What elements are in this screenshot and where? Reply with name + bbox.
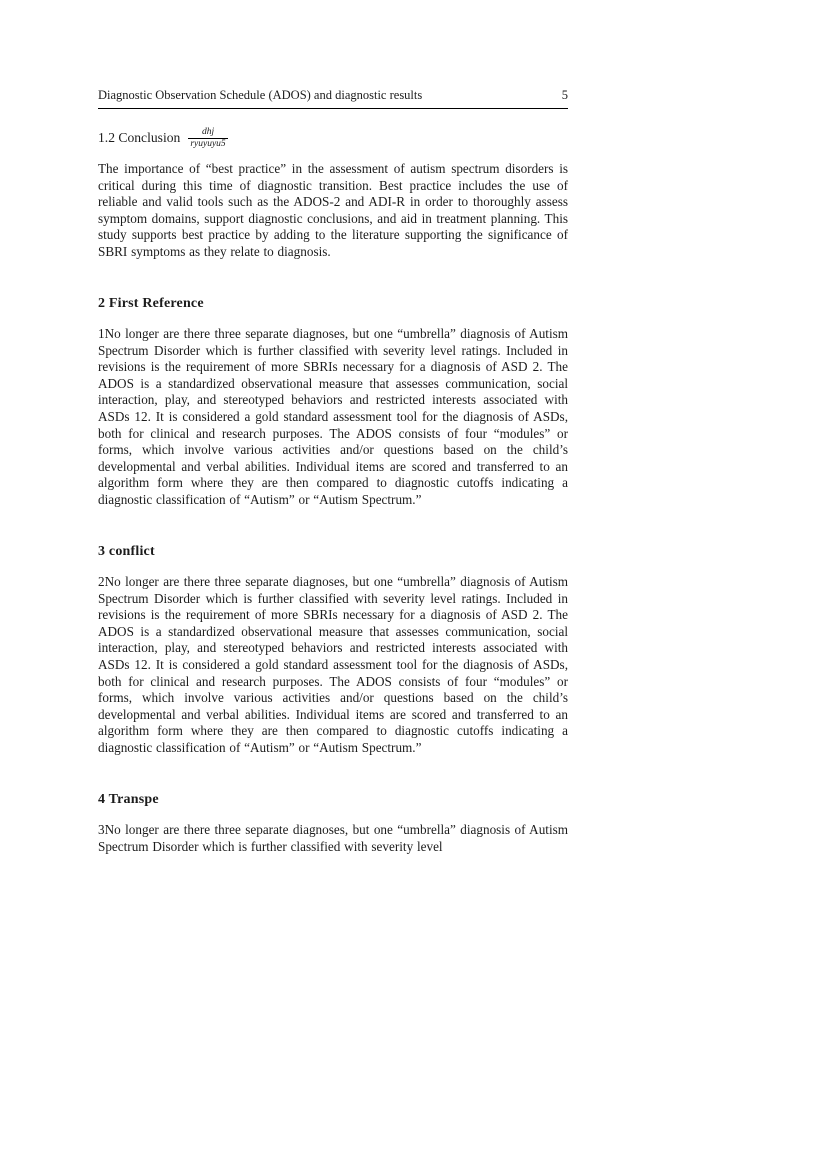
text-column xyxy=(98,88,568,855)
section-paragraph: 3No longer are there three separate diagnoses, but one “umbrella” diagnosis of Autism Spectrum Disorder which is further classified with severity level xyxy=(98,822,568,854)
section-heading-text: 4 Transpe xyxy=(98,792,159,808)
fraction-numerator: dhj xyxy=(201,126,215,137)
subsection-title: 1.2 Conclusion xyxy=(98,130,181,145)
section-heading xyxy=(98,791,568,808)
section-transpe xyxy=(98,791,568,855)
section-heading-text: 2 First Reference xyxy=(98,296,204,312)
page-number: 5 xyxy=(561,88,568,102)
section-paragraph: 1No longer are there three separate diagnoses, but one “umbrella” diagnosis of Autism Spectrum Disorder which is further classified with severity level ratings. Included in revisions is the requirement of more SBRIs necessary for a diagnosis of ASD 2. The ADOS is a standardized observational measure that assesses communication, social interaction, play, and stereotyped behaviors and restricted interests associated with ASDs 12. It is considered a gold standard assessment tool for the diagnosis of ASDs, both for clinical and research purposes. The ADOS consists of four “modules” or forms, which involve various activities and/or questions based on the child’s developmental and verbal abilities. Individual items are scored and transferred to an algorithm form where they are then compared to diagnostic cutoffs indicating a diagnostic classification of “Autism” or “Autism Spectrum.” xyxy=(98,326,568,507)
running-header xyxy=(98,88,568,109)
conclusion-paragraph: The importance of “best practice” in the assessment of autism spectrum disorders is critical during this time of diagnostic transition. Best practice includes the use of reliable and valid tools such as the ADOS-2 and ADI-R in order to thoroughly assess symptom domains, support diagnostic conclusions, and aid in treatment planning. This study supports best practice by adding to the literature supporting the significance of SBRI symptoms as they relate to diagnosis. xyxy=(98,161,568,259)
section-heading-text: 3 conflict xyxy=(98,544,155,560)
section-paragraph: 2No longer are there three separate diagnoses, but one “umbrella” diagnosis of Autism Spectrum Disorder which is further classified with severity level ratings. Included in revisions is the requirement of more SBRIs necessary for a diagnosis of ASD 2. The ADOS is a standardized observational measure that assesses communication, social interaction, play, and stereotyped behaviors and restricted interests associated with ASDs 12. It is considered a gold standard assessment tool for the diagnosis of ASDs, both for clinical and research purposes. The ADOS consists of four “modules” or forms, which involve various activities and/or questions based on the child’s developmental and verbal abilities. Individual items are scored and transferred to an algorithm form where they are then compared to diagnostic cutoffs indicating a diagnostic classification of “Autism” or “Autism Spectrum.” xyxy=(98,574,568,755)
inline-math-fraction xyxy=(188,127,227,150)
section-heading xyxy=(98,543,568,560)
section-first-reference xyxy=(98,295,568,508)
fraction-denominator: ryuyuyu5 xyxy=(190,138,226,149)
subsection-heading-conclusion xyxy=(98,124,568,152)
running-head-title: Diagnostic Observation Schedule (ADOS) and diagnostic results xyxy=(98,88,423,102)
section-conflict xyxy=(98,543,568,756)
section-heading xyxy=(98,295,568,312)
